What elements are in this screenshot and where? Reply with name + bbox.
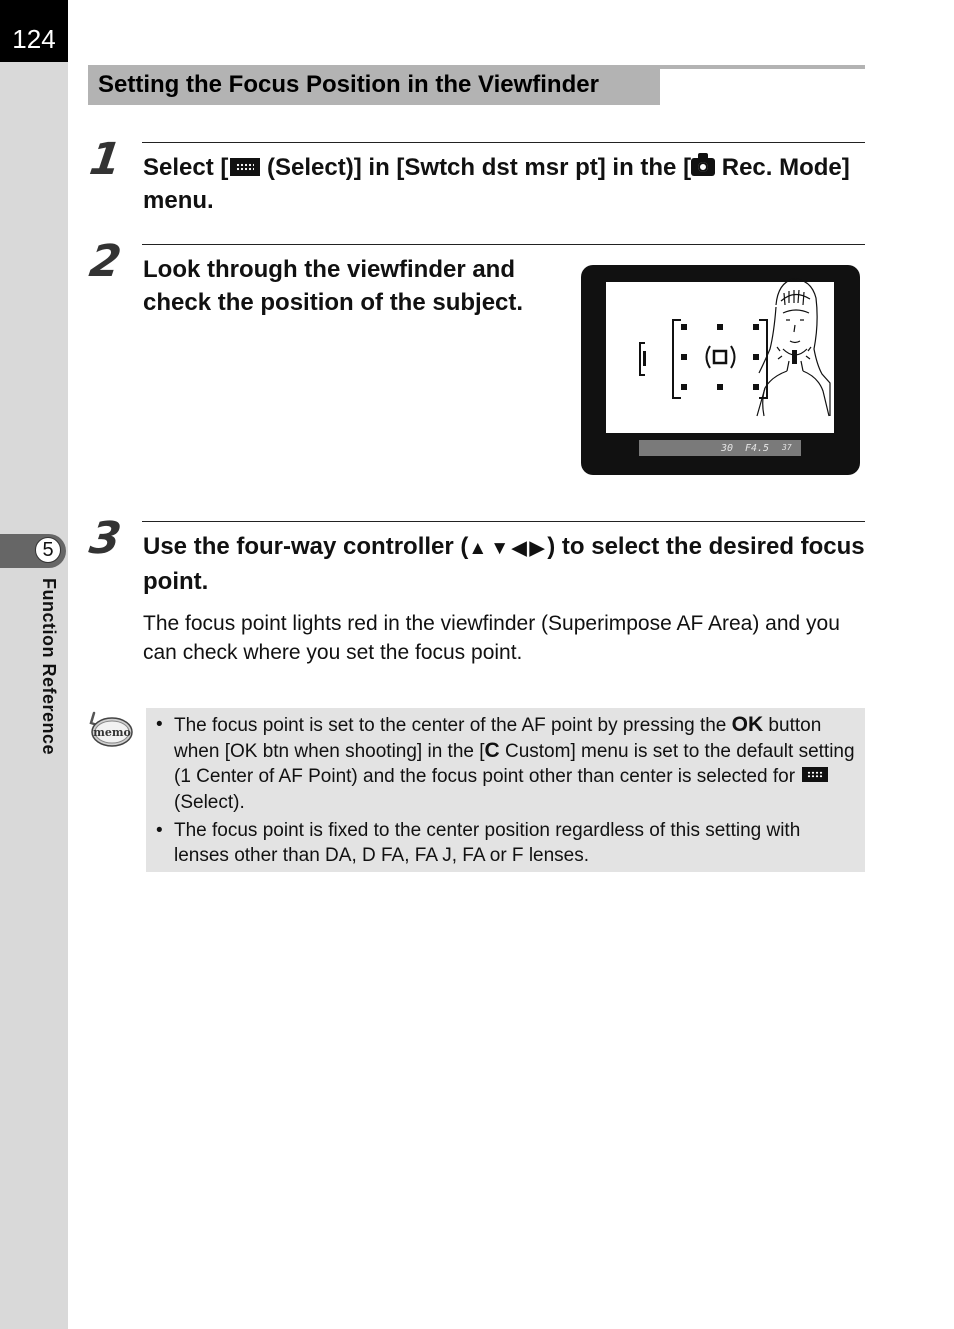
section-title: Setting the Focus Position in the Viewfinder (98, 71, 599, 98)
af-point (681, 384, 687, 390)
af-point (681, 354, 687, 360)
af-point (753, 324, 759, 330)
step-1-number: 1 (86, 134, 125, 185)
af-point (717, 324, 723, 330)
page-number: 124 (12, 24, 56, 54)
step-3-number: 3 (86, 513, 125, 564)
step-3-rule (142, 521, 865, 522)
viewfinder-illustration (581, 265, 860, 475)
viewfinder-svg (581, 265, 860, 475)
memo-item-1-text-c: Custom] menu is set to the default setting (1 Center of AF Point) and the focus point other than center is selected for (174, 741, 855, 788)
step-2-rule (142, 244, 865, 245)
step-1-rule (142, 142, 865, 143)
select-mode-icon (802, 767, 828, 782)
shot-count: 37 (782, 443, 792, 452)
page-number-box (0, 0, 68, 62)
viewfinder-info-bar (639, 440, 801, 456)
subject-focus-bar (792, 350, 797, 364)
ok-button-icon: OK (731, 713, 764, 736)
select-mode-icon (230, 158, 260, 176)
camera-icon (691, 158, 715, 176)
step-1-text-b: (Select)] in [Swtch dst msr pt] in the [ (260, 154, 692, 181)
aperture-value: F4.5 (745, 443, 770, 454)
memo-item-1-text-d: (Select). (174, 791, 245, 813)
step-1-text-a: Select [ (143, 154, 229, 181)
memo-item-1-text-b: button when [OK btn when shooting] in the [ (174, 715, 822, 763)
step-3-text (143, 530, 865, 598)
step-3-description: The focus point lights red in the viewfinder (Superimpose AF Area) and you can check where you set the focus point. (143, 612, 840, 664)
memo-icon (88, 711, 134, 751)
four-way-arrows-icon: ▲▼◀▶ (468, 538, 548, 559)
memo-item-1-text-a: The focus point is set to the center of the AF point by pressing the (174, 715, 732, 736)
memo-item-1 (155, 712, 860, 815)
step-1-text (143, 151, 863, 217)
step-2-text: Look through the viewfinder and check the position of the subject. (143, 256, 524, 316)
shutter-speed: 30 (721, 443, 734, 454)
step-3-text-b: ) to select the desired focus point. (143, 533, 865, 595)
af-point (681, 324, 687, 330)
memo-list (155, 712, 860, 871)
chapter-label: Function Reference (39, 578, 59, 756)
spot-bar-left (643, 351, 646, 366)
step-2-number: 2 (86, 236, 125, 287)
memo-icon-label: memo (93, 726, 131, 739)
memo-item-2: • The focus point is fixed to the center position regardless of this setting with lenses other than DA, D FA, FA J, FA or F lenses. (155, 818, 860, 868)
af-point (717, 384, 723, 390)
step-1-text-c: Rec. Mode] menu. (143, 154, 850, 214)
chapter-number: 5 (35, 537, 61, 563)
af-point (753, 354, 759, 360)
custom-menu-icon: C (484, 739, 500, 763)
af-point (753, 384, 759, 390)
step-3-text-a: Use the four-way controller ( (143, 533, 469, 560)
